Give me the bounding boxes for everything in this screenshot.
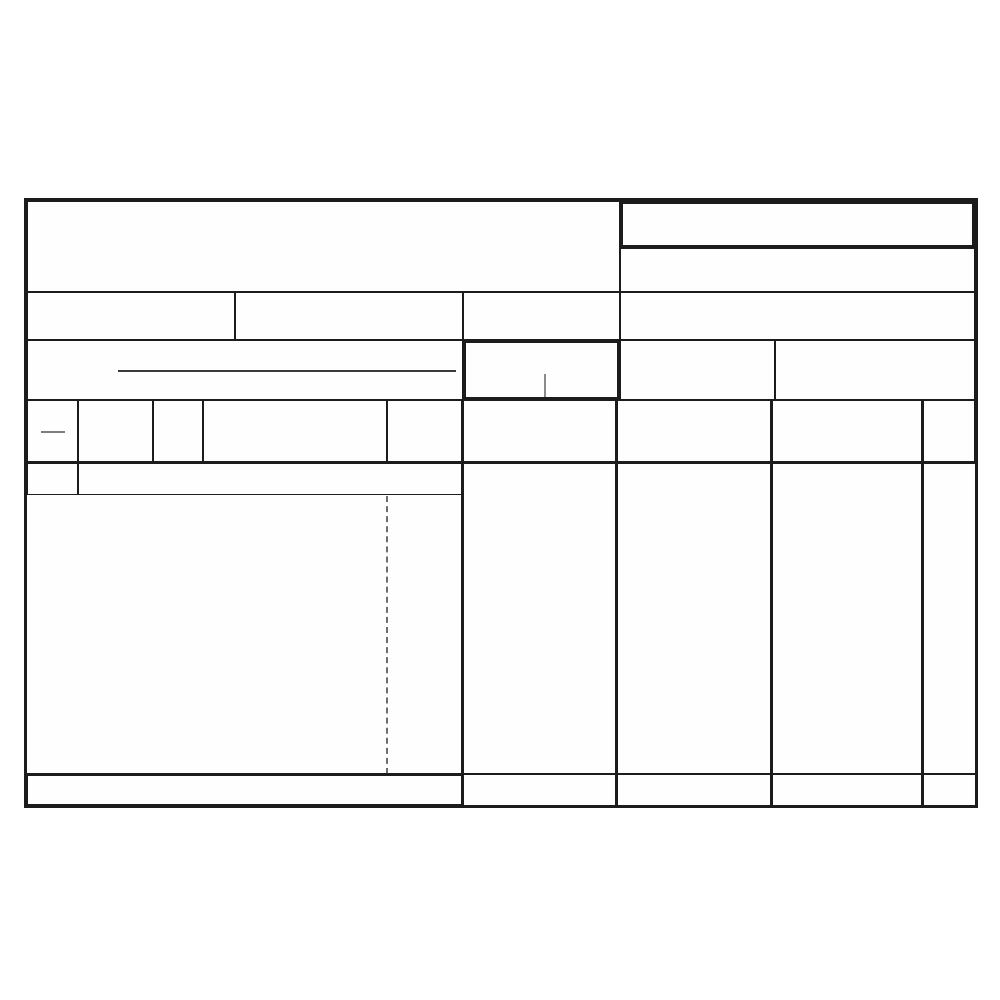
field-egysegar (620, 340, 775, 400)
athozat-cell (78, 463, 463, 495)
barcode-bars-icon (720, 815, 850, 848)
kelt-cell (27, 463, 78, 495)
dashed-column-divider (386, 496, 388, 774)
warehouse-record-form (24, 198, 978, 808)
field-fokonyvi-szamla-value (235, 292, 463, 340)
column-header-csokkenes (617, 400, 772, 463)
thick-divider-3 (770, 400, 773, 805)
column-header-tetel-sorszam (923, 400, 975, 463)
atvitel-cell (27, 775, 463, 805)
column-header-szoveg (203, 400, 387, 463)
column-header-tenyleges-ar (387, 400, 463, 463)
field-raktari-kod (620, 292, 975, 340)
thick-divider-1 (461, 400, 464, 805)
thick-divider-4 (921, 400, 924, 805)
column-header-keszlet (772, 400, 923, 463)
minmax-divider-line (118, 370, 456, 372)
field-nyilvantartasi-szam (620, 201, 975, 248)
dash-mark (41, 431, 65, 433)
field-mertekegyseg (463, 340, 620, 400)
atvitel-top-thick-line (27, 773, 975, 775)
field-oldalszam (775, 340, 975, 400)
column-header-mozgas-nem (153, 400, 203, 463)
field-fokonyvi-szamla (27, 292, 235, 340)
column-header-novekedes (463, 400, 617, 463)
field-keszlet-minmax (27, 340, 463, 400)
column-header-bizonylat-szam (78, 400, 153, 463)
column-header-blank (27, 400, 78, 463)
barcode (720, 815, 852, 841)
thick-divider-2 (615, 400, 618, 805)
unit-tick-mark (544, 374, 546, 397)
field-megnevezes (27, 201, 620, 292)
header-bottom-thick-line (27, 461, 975, 464)
field-termekjegyzekszam (463, 292, 620, 340)
field-raktari-elhelyezes (620, 248, 975, 292)
